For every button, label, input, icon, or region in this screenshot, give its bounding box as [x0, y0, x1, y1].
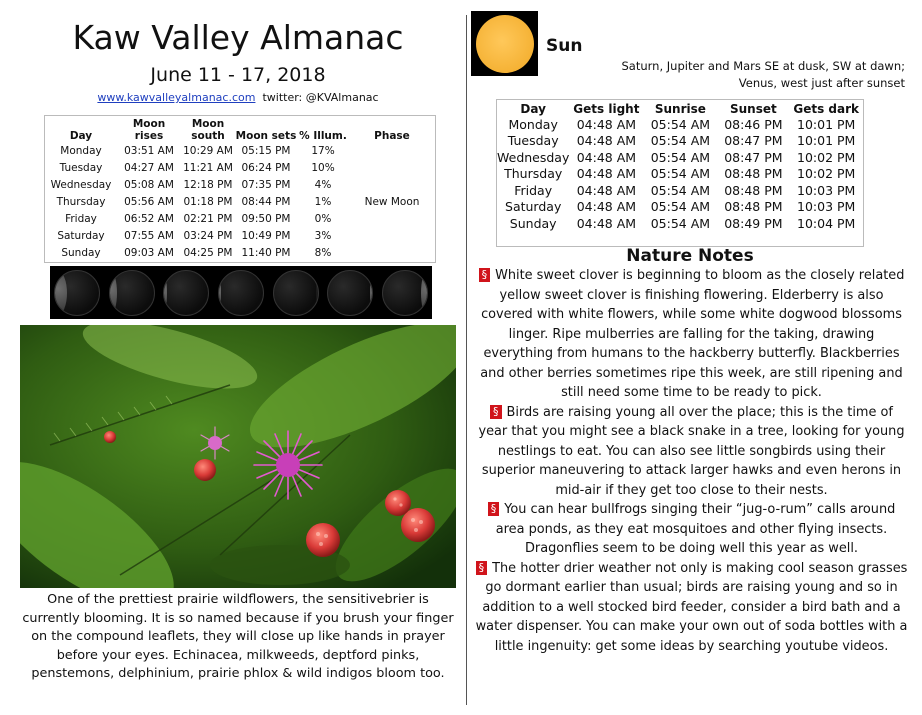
moon-illum: 0% — [314, 212, 332, 225]
sun-col-sunrise: Sunrise — [654, 102, 706, 116]
sun-set: 08:48 PM — [724, 199, 783, 215]
sun-col-sunset: Sunset — [730, 102, 777, 116]
moon-set: 05:15 PM — [241, 144, 291, 157]
page-title: Kaw Valley Almanac — [72, 18, 404, 57]
moon-phase-icon — [163, 270, 209, 316]
moon-col-phase: Phase — [374, 130, 410, 142]
moon-illum: 4% — [314, 178, 332, 191]
nature-note — [474, 403, 909, 501]
sun-rise: 05:54 AM — [650, 182, 711, 198]
moon-row — [45, 142, 435, 159]
sun-dark: 10:02 PM — [797, 149, 856, 165]
section-marker-icon: § — [476, 561, 488, 575]
nature-notes — [474, 266, 909, 656]
sun-light: 04:48 AM — [576, 149, 637, 165]
section-marker-icon: § — [488, 502, 500, 516]
sun-heading: Sun — [546, 36, 583, 56]
sun-dark: 10:03 PM — [797, 199, 856, 215]
planets-line-2: Venus, west just after sunset — [738, 76, 905, 90]
sun-day: Tuesday — [507, 133, 559, 149]
moon-illum: 3% — [314, 229, 332, 242]
moon-day: Tuesday — [59, 161, 103, 174]
sun-table-header — [497, 100, 863, 116]
sun-row — [497, 133, 863, 150]
sensitivebrier-illustration — [20, 325, 456, 588]
moon-lit-crescent — [316, 271, 319, 315]
moon-rise: 09:03 AM — [124, 246, 174, 259]
moon-lit-crescent — [109, 271, 117, 315]
website-link[interactable]: www.kawvalleyalmanac.com — [97, 91, 256, 104]
nature-note-text: The hotter drier weather not only is making cool season grasses go dormant earlier than usual; birds are raising young and so in addition to a well stocked bird feeder, consider a bird bath and a water dispenser. You can make your own out of soda bottles with a little ingenuity: get some ideas by searching youtube videos. — [475, 560, 908, 654]
moon-col-sets: Moon sets — [235, 130, 297, 142]
moon-row — [45, 159, 435, 176]
moon-table — [44, 115, 436, 263]
moon-phase — [349, 159, 435, 176]
sun-col-dark: Gets dark — [793, 102, 859, 116]
moon-day: Friday — [65, 212, 97, 225]
photo-caption: One of the prettiest prairie wildflowers, the sensitivebrier is currently blooming. It is so named because if you brush your finger on the compound leaflets, they will close up like hands in prayer before your eyes. Echinacea, milkweeds, deptford pinks, penstemons, delphinium, prairie phlox & wild indigos bloom too. — [22, 592, 454, 682]
moon-phase — [349, 244, 435, 261]
moon-day: Saturday — [57, 229, 105, 242]
moon-rise: 03:51 AM — [124, 144, 174, 157]
moon-lit-crescent — [54, 271, 67, 315]
moon-col-south — [181, 116, 235, 142]
sun-day: Saturday — [505, 199, 562, 215]
sun-set: 08:49 PM — [724, 215, 783, 231]
sun-col-day: Day — [520, 102, 546, 116]
nature-note — [474, 500, 909, 559]
moon-rise: 06:52 AM — [124, 212, 174, 225]
sun-row — [497, 166, 863, 183]
moon-phase — [349, 142, 435, 159]
moon-phase — [349, 176, 435, 193]
moon-south: 11:21 AM — [183, 161, 233, 174]
moon-south: 02:21 PM — [183, 212, 233, 225]
nature-note-text: Birds are raising young all over the place; this is the time of year that you might see a black snake in a tree, looking for young nestlings to eat. You can also see little songbirds using their superior maneuvering to attack larger hawks and even herons in mid-air if they get too close to their nests. — [478, 404, 905, 498]
moon-south: 04:25 PM — [183, 246, 233, 259]
section-marker-icon: § — [479, 268, 491, 282]
sun-day: Friday — [514, 182, 553, 198]
moon-table-header — [45, 116, 435, 142]
links-line — [20, 91, 456, 104]
moon-row — [45, 176, 435, 193]
sun-row — [497, 182, 863, 199]
moon-set: 09:50 PM — [241, 212, 291, 225]
sun-light: 04:48 AM — [576, 182, 637, 198]
wildflower-photo — [20, 325, 456, 588]
moon-phase-icon — [273, 270, 319, 316]
moon-day: Wednesday — [50, 178, 112, 191]
nature-note-text: You can hear bullfrogs singing their “jug-o-rum” calls around area ponds, as they eat mosquitoes and other flying insects. Dragonflies seem to be doing well this year as well. — [495, 502, 896, 556]
sun-icon — [471, 11, 538, 76]
nature-note-text: White sweet clover is beginning to bloom as the closely related yellow sweet clover is finishing flowering. Elderberry is also covered with white flowers, while some white dogwood blossoms linger. Ripe mulberries are falling for the taking, drawing everything from humans to the hackberry butterfly. Blackberries and other berries sometimes ripe this week, are still ripening and still need some time to be ready to pick. — [480, 268, 905, 400]
moon-illum: 8% — [314, 246, 332, 259]
sun-light: 04:48 AM — [576, 199, 637, 215]
sun-dark: 10:01 PM — [797, 133, 856, 149]
sun-light: 04:48 AM — [576, 215, 637, 231]
moon-lit-crescent — [163, 271, 167, 315]
moon-phase-icon — [218, 270, 264, 316]
moon-illum: 10% — [311, 161, 335, 174]
moon-rise: 05:56 AM — [124, 195, 174, 208]
moon-south: 03:24 PM — [183, 229, 233, 242]
moon-row — [45, 210, 435, 227]
moon-col-rises: Moon rises — [132, 118, 166, 142]
sun-day: Thursday — [504, 166, 563, 182]
nature-note — [474, 266, 909, 403]
sun-light: 04:48 AM — [576, 166, 637, 182]
sun-light: 04:48 AM — [576, 116, 637, 132]
moon-set: 08:44 PM — [241, 195, 291, 208]
sun-rise: 05:54 AM — [650, 215, 711, 231]
planets-line-1: Saturn, Jupiter and Mars SE at dusk, SW at dawn; — [621, 59, 905, 73]
moon-row — [45, 244, 435, 261]
moon-lit-crescent — [421, 271, 428, 315]
sun-col-light: Gets light — [573, 102, 640, 116]
moon-lit-crescent — [370, 271, 373, 315]
moon-set: 06:24 PM — [241, 161, 291, 174]
sun-row — [497, 199, 863, 216]
moon-south: 10:29 AM — [183, 144, 233, 157]
column-divider — [466, 15, 467, 705]
moon-phase-icon — [327, 270, 373, 316]
planets-note — [560, 58, 905, 92]
sun-set: 08:46 PM — [724, 116, 783, 132]
nature-note — [474, 559, 909, 657]
sun-dark: 10:02 PM — [797, 166, 856, 182]
moon-set: 10:49 PM — [241, 229, 291, 242]
sun-rise: 05:54 AM — [650, 149, 711, 165]
sun-rise: 05:54 AM — [650, 199, 711, 215]
date-range: June 11 - 17, 2018 — [150, 64, 326, 86]
moon-phase-icon — [382, 270, 428, 316]
sun-dark: 10:01 PM — [797, 116, 856, 132]
sun-set: 08:48 PM — [724, 182, 783, 198]
sun-dark: 10:04 PM — [797, 215, 856, 231]
sun-day: Wednesday — [497, 149, 570, 165]
moon-day: Monday — [60, 144, 102, 157]
moon-col-illum: % Illum. — [299, 130, 347, 142]
moon-phase-icon — [109, 270, 155, 316]
twitter-handle: twitter: @KVAlmanac — [262, 91, 379, 104]
sun-row — [497, 215, 863, 232]
sun-set: 08:48 PM — [724, 166, 783, 182]
sun-set: 08:47 PM — [724, 133, 783, 149]
nature-notes-heading: Nature Notes — [626, 246, 754, 266]
moon-illum: 17% — [311, 144, 335, 157]
sun-set: 08:47 PM — [724, 149, 783, 165]
moon-col-south-label: Moon south — [191, 118, 225, 142]
sun-day: Monday — [508, 116, 558, 132]
sun-rise: 05:54 AM — [650, 116, 711, 132]
moon-day: Thursday — [56, 195, 106, 208]
moon-phase: New Moon — [364, 195, 420, 208]
section-marker-icon: § — [490, 405, 502, 419]
sun-table — [496, 99, 864, 247]
sun-day: Sunday — [509, 215, 557, 231]
moon-col-day: Day — [69, 130, 93, 142]
sun-rise: 05:54 AM — [650, 133, 711, 149]
sun-row — [497, 116, 863, 133]
moon-phase — [349, 227, 435, 244]
moon-row — [45, 227, 435, 244]
moon-phase-strip — [50, 266, 432, 319]
moon-rise: 05:08 AM — [124, 178, 174, 191]
sun-light: 04:48 AM — [576, 133, 637, 149]
sun-dark: 10:03 PM — [797, 182, 856, 198]
moon-phase — [349, 210, 435, 227]
moon-phase-icon — [54, 270, 100, 316]
moon-rise: 07:55 AM — [124, 229, 174, 242]
moon-set: 11:40 PM — [241, 246, 291, 259]
moon-lit-crescent — [218, 271, 221, 315]
moon-south: 01:18 PM — [183, 195, 233, 208]
moon-south: 12:18 PM — [183, 178, 233, 191]
sun-rise: 05:54 AM — [650, 166, 711, 182]
moon-illum: 1% — [314, 195, 332, 208]
moon-day: Sunday — [61, 246, 101, 259]
moon-row — [45, 193, 435, 210]
moon-rise: 04:27 AM — [124, 161, 174, 174]
moon-set: 07:35 PM — [241, 178, 291, 191]
sun-row — [497, 149, 863, 166]
